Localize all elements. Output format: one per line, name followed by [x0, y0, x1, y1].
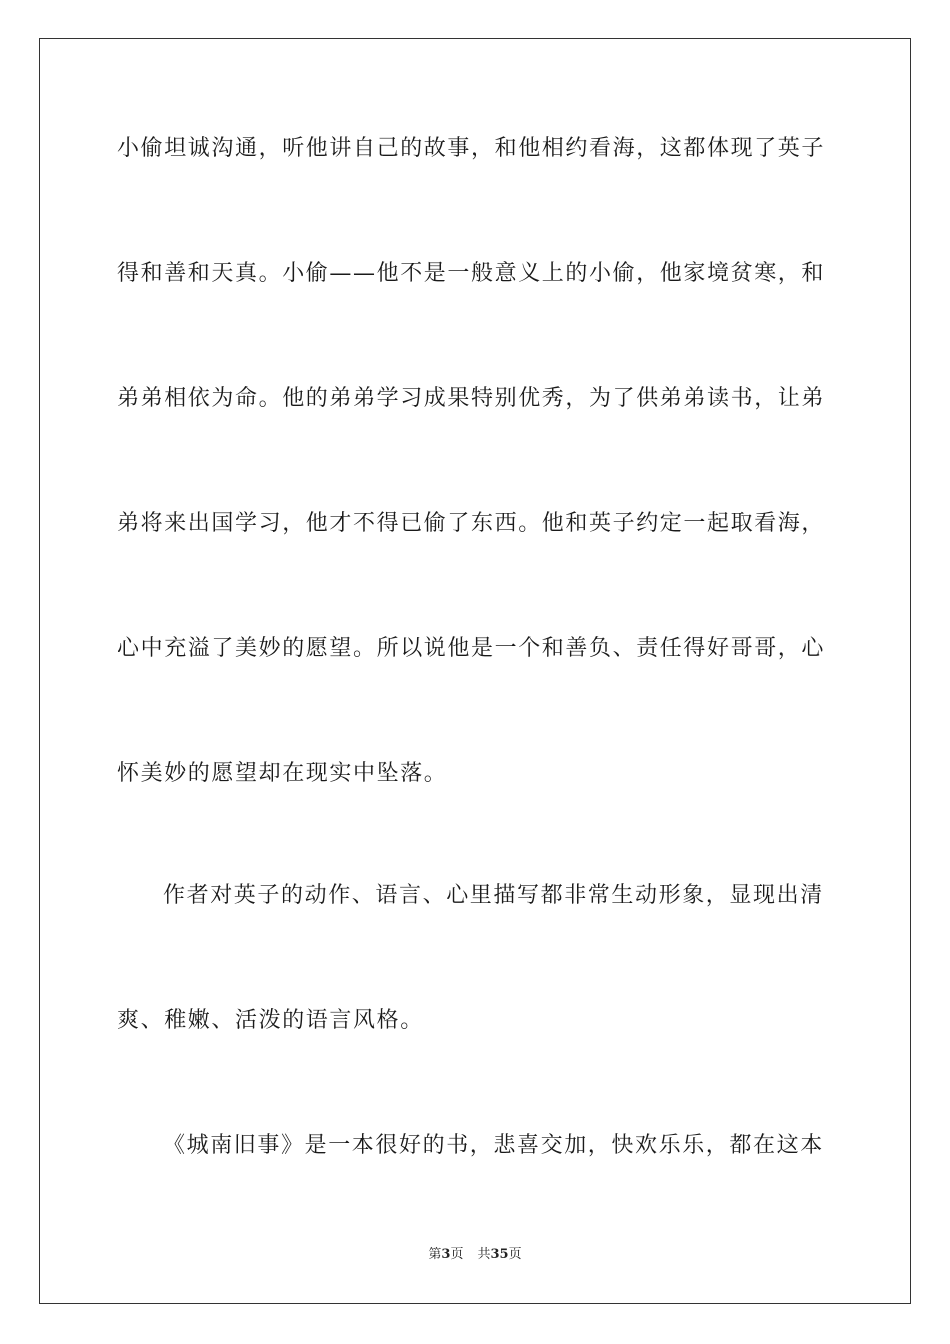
page-border — [39, 38, 911, 1304]
paragraph-line: 心中充溢了美妙的愿望。所以说他是一个和善负、责任得好哥哥，心 — [117, 636, 826, 661]
paragraph-line: 《城南旧事》是一本很好的书，悲喜交加，快欢乐乐，都在这本 — [163, 1133, 824, 1158]
total-label-suffix: 页 — [508, 1247, 522, 1262]
paragraph-line: 小偷坦诚沟通，听他讲自己的故事，和他相约看海，这都体现了英子 — [117, 136, 826, 161]
paragraph-line: 作者对英子的动作、语言、心里描写都非常生动形象，显现出清 — [163, 883, 824, 908]
paragraph-line: 怀美妙的愿望却在现实中坠落。 — [117, 761, 448, 786]
paragraph-line: 得和善和天真。小偷——他不是一般意义上的小偷，他家境贫寒，和 — [117, 261, 826, 286]
paragraph-line: 弟将来出国学习，他才不得已偷了东西。他和英子约定一起取看海， — [117, 511, 826, 536]
total-pages: 35 — [490, 1247, 509, 1262]
paragraph-line: 弟弟相依为命。他的弟弟学习成果特别优秀，为了供弟弟读书，让弟 — [117, 386, 826, 411]
total-label-prefix: 共 — [477, 1247, 491, 1262]
page-number: 3 — [441, 1247, 451, 1262]
page-label-suffix: 页 — [450, 1247, 464, 1262]
page-footer — [0, 1246, 950, 1264]
page-label-prefix: 第 — [428, 1247, 442, 1262]
paragraph-line: 爽、稚嫩、活泼的语言风格。 — [117, 1008, 424, 1033]
